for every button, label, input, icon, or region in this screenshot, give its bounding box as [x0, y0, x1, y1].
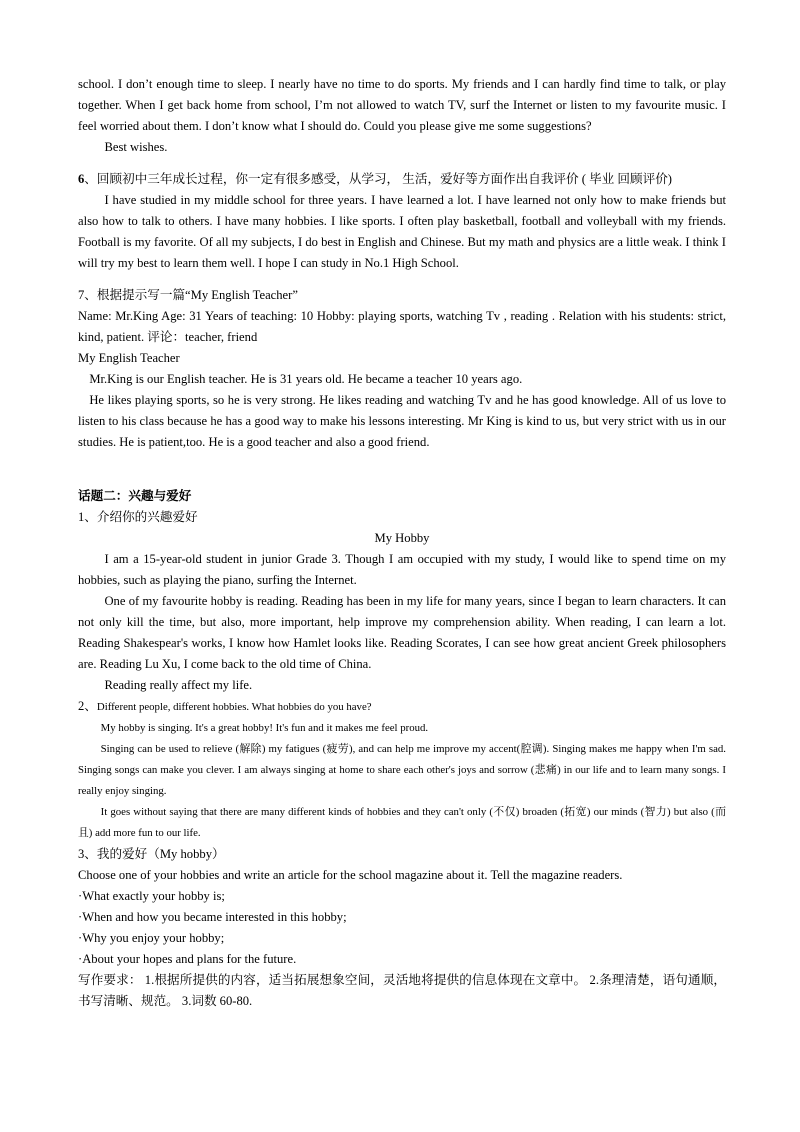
task-bullet: ·Why you enjoy your hobby;	[78, 931, 225, 945]
spacer	[78, 453, 726, 486]
spacer	[78, 158, 726, 169]
essay-title: My English Teacher	[78, 351, 180, 365]
essay-title: My Hobby	[374, 531, 430, 545]
essay-paragraph: My hobby is singing. It's a great hobby! It's fun and it makes me feel proud.	[100, 722, 429, 734]
question-6-prompt	[78, 169, 726, 190]
task-bullet: ·What exactly your hobby is;	[78, 889, 225, 903]
essay-paragraph: He likes playing sports, so he is very strong. He likes reading and watching Tv and he has good knowledge. All of us love to listen to his class because he has a good way to make his lessons interesting. Mr King is kind to us, but very strict with us in our studies. He is patient,too. He is a good teacher and also a good friend.	[78, 393, 726, 449]
task-instruction: Choose one of your hobbies and write an article for the school magazine about it. Tell the magazine readers.	[78, 868, 623, 882]
essay-paragraph: Reading really affect my life.	[104, 678, 253, 692]
topic-heading: 话题二：兴趣与爱好	[78, 489, 192, 503]
question-text: Different people, different hobbies. What hobbies do you have?	[96, 701, 372, 713]
document-page	[78, 74, 726, 1012]
question-7-prompt: 7、根据提示写一篇“My English Teacher”	[78, 288, 298, 302]
letter-closing: Best wishes.	[104, 140, 168, 154]
writing-requirements: 写作要求： 1.根据所提供的内容，适当拓展想象空间，灵活地将提供的信息体现在文章中。 2.条理清楚，语句通顺，书写清晰、规范。 3.词数 60-80.	[78, 973, 726, 1008]
spacer	[78, 274, 726, 285]
letter-ending: school. I don’t enough time to sleep. I nearly have no time to do sports. My friends and I can hardly find time to talk, or play together. When I get back home from school, I’m not allowed to watch TV, surf the Internet or listen to my favourite music. I feel worried about them. I don’t know what I should do. Could you please give me some suggestions?	[78, 77, 726, 133]
essay-paragraph: I am a 15-year-old student in junior Grade 3. Though I am occupied with my study, I would like to spend time on my hobbies, such as playing the piano, surfing the Internet.	[78, 552, 726, 587]
self-evaluation-essay: I have studied in my middle school for three years. I have learned a lot. I have learned not only how to make friends but also how to talk to others. I have many hobbies. I like sports. I often play basketball, football and volleyball with my friends. Football is my favorite. Of all my subjects, I do best in English and Chinese. But my math and physics are a little weak. I think I will try my best to learn them well. I hope I can study in No.1 High School.	[78, 193, 726, 270]
question-2-prompt	[78, 696, 726, 718]
question-3-prompt: 3、我的爱好（My hobby）	[78, 847, 225, 861]
essay-paragraph: Mr.King is our English teacher. He is 31 years old. He became a teacher 10 years ago.	[89, 372, 523, 386]
task-bullet: ·About your hopes and plans for the future.	[78, 952, 297, 966]
question-number: 2、	[78, 699, 97, 713]
teacher-info: Name: Mr.King Age: 31 Years of teaching: 10 Hobby: playing sports, watching Tv , reading . Relation with his students: strict, kind, patient. 评论：teacher, friend	[78, 309, 726, 344]
task-bullet: ·When and how you became interested in this hobby;	[78, 910, 347, 924]
essay-paragraph: It goes without saying that there are many different kinds of hobbies and they can't only (不仅) broaden (拓宽) our minds (智力) but also (而且) add more fun to our life.	[78, 806, 726, 839]
question-number: 6	[78, 172, 85, 186]
essay-paragraph: One of my favourite hobby is reading. Reading has been in my life for many years, since I began to learn characters. It can not only kill the time, but also, more important, help improve my comprehension ability. When reading, I can learn a lot. Reading Shakespear's works, I know how Hamlet looks like. Reading Scorates, I can see how great ancient Greek philosophers are. Reading Lu Xu, I come back to the old time of China.	[78, 594, 726, 671]
essay-paragraph: Singing can be used to relieve (解除) my fatigues (疲劳), and can help me improve my accent(腔调). Singing makes me happy when I'm sad. Singing songs can make you clever. I am always singing at home to share each other's joys and sorrow (悲痛) in our life and to learn many songs. I really enjoy singing.	[78, 743, 726, 797]
question-text: 、回顾初中三年成长过程，你一定有很多感受，从学习， 生活，爱好等方面作出自我评价 ( 毕业 回顾评价)	[84, 172, 672, 186]
question-1-prompt: 1、介绍你的兴趣爱好	[78, 510, 198, 524]
